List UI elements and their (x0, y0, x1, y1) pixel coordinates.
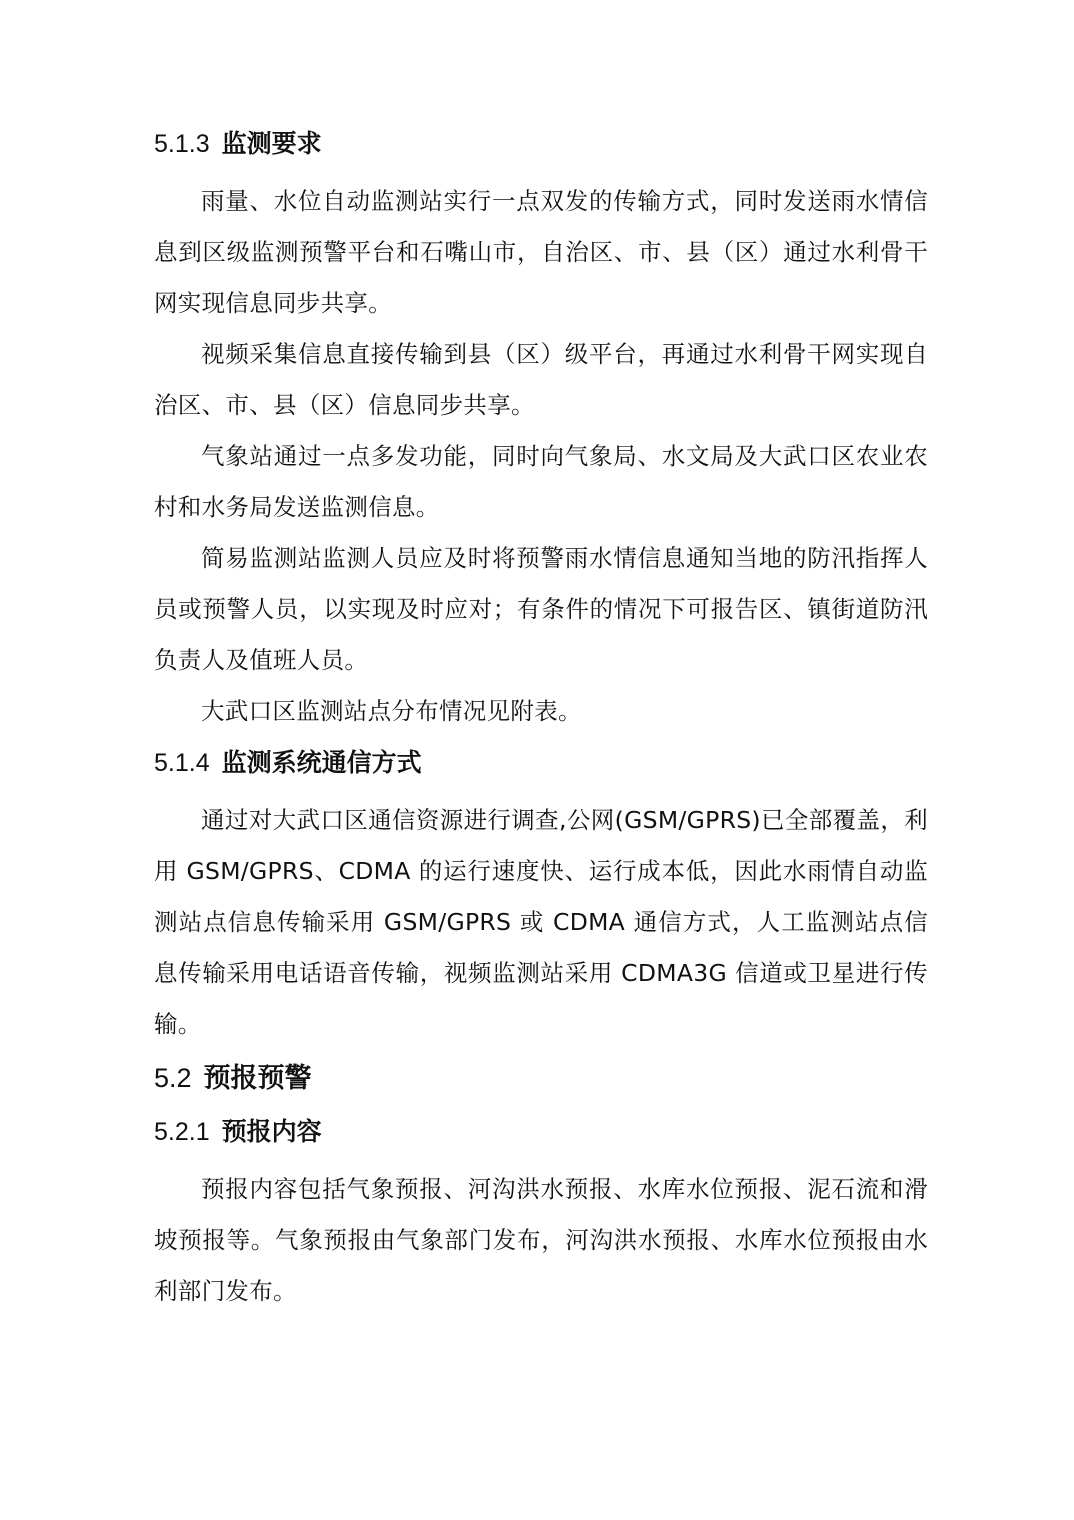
section-number: 5.2 (154, 1063, 192, 1093)
document-body (154, 118, 928, 1317)
section-number: 5.2.1 (154, 1118, 210, 1146)
section-title: 监测系统通信方式 (221, 748, 422, 777)
section-number: 5.1.3 (154, 130, 210, 158)
paragraph: 预报内容包括气象预报、河沟洪水预报、水库水位预报、泥石流和滑坡预报等。气象预报由气象部门发布，河沟洪水预报、水库水位预报由水利部门发布。 (154, 1175, 928, 1305)
section-heading-5-2 (154, 1050, 928, 1106)
section-title: 监测要求 (221, 129, 322, 158)
paragraph: 大武口区监测站点分布情况见附表。 (201, 697, 582, 725)
section-number: 5.1.4 (154, 749, 210, 777)
paragraph: 视频采集信息直接传输到县（区）级平台，再通过水利骨干网实现自治区、市、县（区）信息同步共享。 (154, 340, 928, 419)
paragraph: 简易监测站监测人员应及时将预警雨水情信息通知当地的防汛指挥人员或预警人员，以实现及时应对；有条件的情况下可报告区、镇街道防汛负责人及值班人员。 (154, 544, 928, 674)
section-title: 预报预警 (203, 1063, 312, 1094)
paragraph: 雨量、水位自动监测站实行一点双发的传输方式，同时发送雨水情信息到区级监测预警平台和石嘴山市，自治区、市、县（区）通过水利骨干网实现信息同步共享。 (154, 187, 928, 317)
paragraph: 气象站通过一点多发功能，同时向气象局、水文局及大武口区农业农村和水务局发送监测信息。 (154, 442, 928, 521)
paragraph: 通过对大武口区通信资源进行调查,公网(GSM/GPRS)已全部覆盖，利用 GSM/GPRS、CDMA 的运行速度快、运行成本低，因此水雨情自动监测站点信息传输采用 GSM/GPRS 或 CDMA 通信方式，人工监测站点信息传输采用电话语音传输，视频监测站采用 CDMA3G 信道或卫星进行传输。 (154, 806, 928, 1038)
section-heading-5-1-3 (154, 118, 928, 170)
section-title: 预报内容 (221, 1117, 322, 1146)
section-heading-5-2-1 (154, 1106, 928, 1158)
section-heading-5-1-4 (154, 737, 928, 789)
